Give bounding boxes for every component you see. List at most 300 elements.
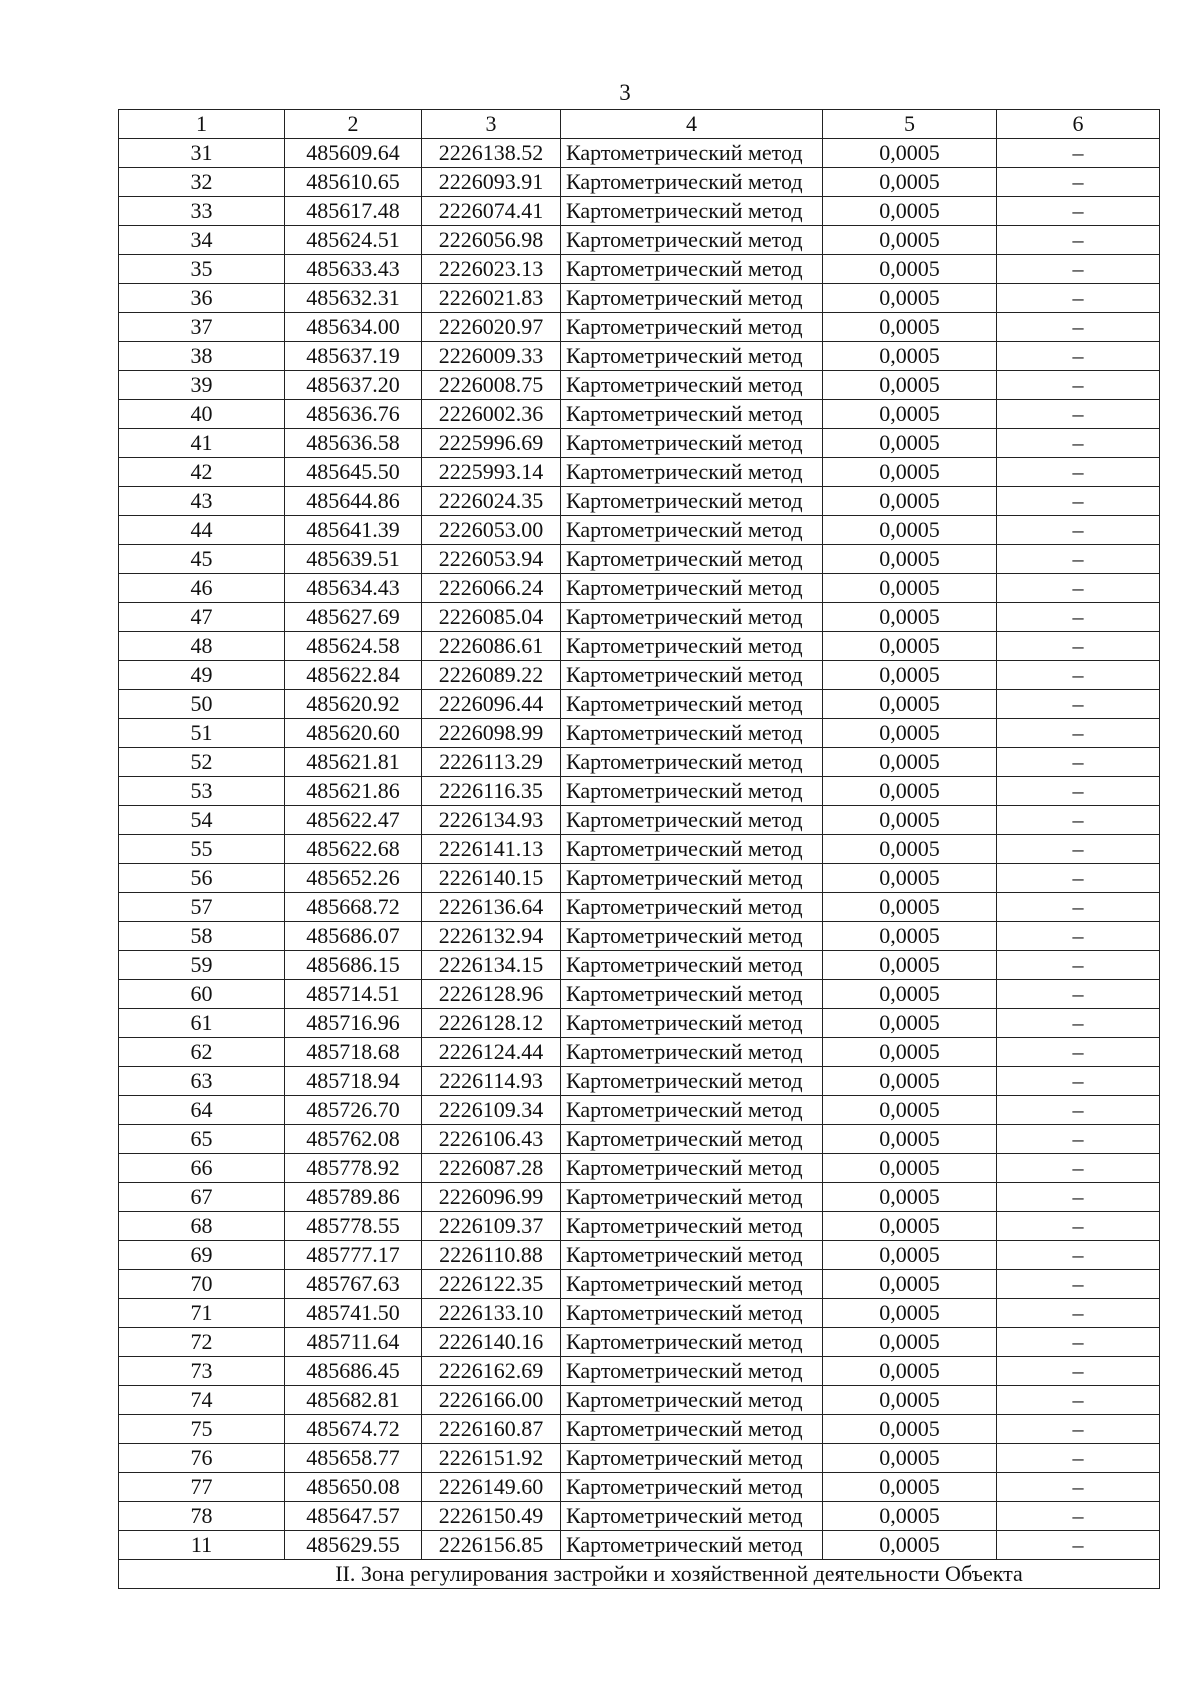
cell-coord-x: 485686.07: [285, 922, 422, 951]
table-row: [119, 1531, 1160, 1560]
section-heading: II. Зона регулирования застройки и хозяйственной деятельности Объекта: [119, 1560, 1160, 1589]
table-row: [119, 893, 1160, 922]
table-row: [119, 661, 1160, 690]
header-col-5: 5: [823, 110, 997, 139]
cell-description: –: [997, 777, 1160, 806]
cell-method: Картометрический метод: [561, 458, 823, 487]
cell-description: –: [997, 574, 1160, 603]
cell-coord-y: 2226096.99: [422, 1183, 561, 1212]
cell-description: –: [997, 400, 1160, 429]
cell-point-number: 33: [119, 197, 285, 226]
cell-coord-y: 2226110.88: [422, 1241, 561, 1270]
cell-accuracy: 0,0005: [823, 1357, 997, 1386]
cell-coord-y: 2226138.52: [422, 139, 561, 168]
cell-point-number: 69: [119, 1241, 285, 1270]
table-row: [119, 429, 1160, 458]
table-row: [119, 835, 1160, 864]
table-row: [119, 1299, 1160, 1328]
table-row: [119, 806, 1160, 835]
cell-accuracy: 0,0005: [823, 1415, 997, 1444]
cell-point-number: 50: [119, 690, 285, 719]
table-row: [119, 1038, 1160, 1067]
cell-coord-y: 2226156.85: [422, 1531, 561, 1560]
cell-description: –: [997, 719, 1160, 748]
cell-accuracy: 0,0005: [823, 458, 997, 487]
cell-point-number: 46: [119, 574, 285, 603]
table-row: [119, 342, 1160, 371]
cell-method: Картометрический метод: [561, 835, 823, 864]
table-row: [119, 1067, 1160, 1096]
cell-method: Картометрический метод: [561, 1241, 823, 1270]
cell-description: –: [997, 1328, 1160, 1357]
cell-point-number: 55: [119, 835, 285, 864]
cell-accuracy: 0,0005: [823, 197, 997, 226]
table-row: [119, 139, 1160, 168]
cell-description: –: [997, 255, 1160, 284]
table-row: [119, 545, 1160, 574]
cell-method: Картометрический метод: [561, 1212, 823, 1241]
cell-accuracy: 0,0005: [823, 429, 997, 458]
cell-accuracy: 0,0005: [823, 139, 997, 168]
cell-coord-y: 2226166.00: [422, 1386, 561, 1415]
cell-description: –: [997, 1212, 1160, 1241]
table-row: [119, 1444, 1160, 1473]
cell-coord-x: 485620.92: [285, 690, 422, 719]
cell-method: Картометрический метод: [561, 400, 823, 429]
cell-coord-y: 2226021.83: [422, 284, 561, 313]
cell-method: Картометрический метод: [561, 545, 823, 574]
cell-description: –: [997, 603, 1160, 632]
cell-coord-y: 2226124.44: [422, 1038, 561, 1067]
cell-point-number: 67: [119, 1183, 285, 1212]
cell-accuracy: 0,0005: [823, 661, 997, 690]
cell-coord-x: 485637.20: [285, 371, 422, 400]
cell-method: Картометрический метод: [561, 284, 823, 313]
cell-method: Картометрический метод: [561, 980, 823, 1009]
cell-coord-x: 485762.08: [285, 1125, 422, 1154]
header-col-2: 2: [285, 110, 422, 139]
cell-coord-y: 2226066.24: [422, 574, 561, 603]
cell-coord-x: 485686.15: [285, 951, 422, 980]
cell-accuracy: 0,0005: [823, 1096, 997, 1125]
cell-description: –: [997, 516, 1160, 545]
cell-accuracy: 0,0005: [823, 168, 997, 197]
cell-accuracy: 0,0005: [823, 545, 997, 574]
cell-description: –: [997, 458, 1160, 487]
cell-point-number: 47: [119, 603, 285, 632]
table-row: [119, 1270, 1160, 1299]
cell-coord-x: 485622.47: [285, 806, 422, 835]
cell-point-number: 58: [119, 922, 285, 951]
cell-description: –: [997, 313, 1160, 342]
cell-method: Картометрический метод: [561, 893, 823, 922]
cell-coord-y: 2226109.34: [422, 1096, 561, 1125]
cell-coord-y: 2226093.91: [422, 168, 561, 197]
cell-description: –: [997, 487, 1160, 516]
cell-accuracy: 0,0005: [823, 1299, 997, 1328]
cell-point-number: 70: [119, 1270, 285, 1299]
cell-point-number: 40: [119, 400, 285, 429]
cell-accuracy: 0,0005: [823, 748, 997, 777]
cell-coord-x: 485718.94: [285, 1067, 422, 1096]
cell-method: Картометрический метод: [561, 777, 823, 806]
cell-method: Картометрический метод: [561, 1299, 823, 1328]
cell-coord-x: 485641.39: [285, 516, 422, 545]
cell-description: –: [997, 1415, 1160, 1444]
cell-coord-y: 2226002.36: [422, 400, 561, 429]
cell-accuracy: 0,0005: [823, 1038, 997, 1067]
cell-method: Картометрический метод: [561, 661, 823, 690]
cell-description: –: [997, 893, 1160, 922]
cell-point-number: 34: [119, 226, 285, 255]
coordinates-table: [118, 109, 1160, 1589]
cell-accuracy: 0,0005: [823, 255, 997, 284]
cell-coord-y: 2226085.04: [422, 603, 561, 632]
cell-method: Картометрический метод: [561, 255, 823, 284]
cell-coord-y: 2226133.10: [422, 1299, 561, 1328]
cell-coord-y: 2226106.43: [422, 1125, 561, 1154]
table-row: [119, 690, 1160, 719]
cell-coord-y: 2226160.87: [422, 1415, 561, 1444]
cell-description: –: [997, 1502, 1160, 1531]
table-row: [119, 980, 1160, 1009]
cell-coord-x: 485634.00: [285, 313, 422, 342]
cell-coord-y: 2226056.98: [422, 226, 561, 255]
table-row: [119, 371, 1160, 400]
cell-point-number: 77: [119, 1473, 285, 1502]
cell-point-number: 61: [119, 1009, 285, 1038]
cell-method: Картометрический метод: [561, 371, 823, 400]
cell-method: Картометрический метод: [561, 139, 823, 168]
cell-accuracy: 0,0005: [823, 1328, 997, 1357]
cell-accuracy: 0,0005: [823, 1444, 997, 1473]
cell-description: –: [997, 197, 1160, 226]
cell-method: Картометрический метод: [561, 1502, 823, 1531]
cell-coord-y: 2225993.14: [422, 458, 561, 487]
cell-method: Картометрический метод: [561, 342, 823, 371]
table-row: [119, 1473, 1160, 1502]
header-col-4: 4: [561, 110, 823, 139]
cell-point-number: 65: [119, 1125, 285, 1154]
cell-coord-x: 485741.50: [285, 1299, 422, 1328]
cell-accuracy: 0,0005: [823, 516, 997, 545]
header-row: [119, 110, 1160, 139]
table-row: [119, 574, 1160, 603]
cell-accuracy: 0,0005: [823, 719, 997, 748]
cell-coord-x: 485682.81: [285, 1386, 422, 1415]
cell-coord-x: 485686.45: [285, 1357, 422, 1386]
cell-coord-y: 2226020.97: [422, 313, 561, 342]
table-row: [119, 1328, 1160, 1357]
cell-method: Картометрический метод: [561, 1357, 823, 1386]
cell-method: Картометрический метод: [561, 1415, 823, 1444]
table-row: [119, 1154, 1160, 1183]
cell-coord-y: 2226132.94: [422, 922, 561, 951]
cell-method: Картометрический метод: [561, 574, 823, 603]
cell-coord-x: 485636.76: [285, 400, 422, 429]
cell-description: –: [997, 1096, 1160, 1125]
cell-method: Картометрический метод: [561, 226, 823, 255]
cell-coord-x: 485636.58: [285, 429, 422, 458]
cell-description: –: [997, 1009, 1160, 1038]
table-row: [119, 1212, 1160, 1241]
cell-method: Картометрический метод: [561, 1386, 823, 1415]
cell-accuracy: 0,0005: [823, 1502, 997, 1531]
header-col-6: 6: [997, 110, 1160, 139]
cell-coord-x: 485621.86: [285, 777, 422, 806]
cell-accuracy: 0,0005: [823, 371, 997, 400]
cell-description: –: [997, 342, 1160, 371]
table-row: [119, 487, 1160, 516]
cell-method: Картометрический метод: [561, 429, 823, 458]
cell-accuracy: 0,0005: [823, 1386, 997, 1415]
cell-description: –: [997, 1154, 1160, 1183]
table-row: [119, 632, 1160, 661]
cell-coord-x: 485637.19: [285, 342, 422, 371]
cell-description: –: [997, 1125, 1160, 1154]
cell-point-number: 32: [119, 168, 285, 197]
cell-coord-y: 2226113.29: [422, 748, 561, 777]
table-row: [119, 458, 1160, 487]
cell-coord-y: 2226023.13: [422, 255, 561, 284]
cell-coord-y: 2226096.44: [422, 690, 561, 719]
table-row: [119, 719, 1160, 748]
header-col-1: 1: [119, 110, 285, 139]
cell-point-number: 43: [119, 487, 285, 516]
cell-description: –: [997, 1444, 1160, 1473]
cell-coord-x: 485621.81: [285, 748, 422, 777]
cell-method: Картометрический метод: [561, 748, 823, 777]
cell-point-number: 66: [119, 1154, 285, 1183]
cell-method: Картометрический метод: [561, 487, 823, 516]
cell-description: –: [997, 545, 1160, 574]
cell-description: –: [997, 284, 1160, 313]
cell-accuracy: 0,0005: [823, 342, 997, 371]
cell-coord-y: 2226128.96: [422, 980, 561, 1009]
cell-coord-x: 485644.86: [285, 487, 422, 516]
cell-point-number: 54: [119, 806, 285, 835]
table-footer: [119, 1560, 1160, 1589]
cell-coord-x: 485632.31: [285, 284, 422, 313]
cell-point-number: 41: [119, 429, 285, 458]
cell-accuracy: 0,0005: [823, 864, 997, 893]
cell-method: Картометрический метод: [561, 1473, 823, 1502]
cell-coord-x: 485624.58: [285, 632, 422, 661]
cell-coord-y: 2226098.99: [422, 719, 561, 748]
cell-description: –: [997, 1067, 1160, 1096]
cell-coord-x: 485726.70: [285, 1096, 422, 1125]
cell-method: Картометрический метод: [561, 806, 823, 835]
cell-point-number: 11: [119, 1531, 285, 1560]
cell-point-number: 72: [119, 1328, 285, 1357]
cell-point-number: 71: [119, 1299, 285, 1328]
cell-description: –: [997, 1531, 1160, 1560]
cell-point-number: 45: [119, 545, 285, 574]
table-row: [119, 951, 1160, 980]
cell-point-number: 59: [119, 951, 285, 980]
table-row: [119, 168, 1160, 197]
cell-point-number: 31: [119, 139, 285, 168]
cell-point-number: 56: [119, 864, 285, 893]
cell-accuracy: 0,0005: [823, 777, 997, 806]
table-row: [119, 516, 1160, 545]
cell-description: –: [997, 226, 1160, 255]
cell-method: Картометрический метод: [561, 1531, 823, 1560]
cell-method: Картометрический метод: [561, 690, 823, 719]
cell-point-number: 60: [119, 980, 285, 1009]
cell-accuracy: 0,0005: [823, 632, 997, 661]
cell-coord-y: 2226136.64: [422, 893, 561, 922]
table-row: [119, 1096, 1160, 1125]
cell-point-number: 38: [119, 342, 285, 371]
cell-description: –: [997, 748, 1160, 777]
cell-accuracy: 0,0005: [823, 1067, 997, 1096]
table-row: [119, 603, 1160, 632]
cell-point-number: 63: [119, 1067, 285, 1096]
header-col-3: 3: [422, 110, 561, 139]
cell-coord-x: 485674.72: [285, 1415, 422, 1444]
cell-coord-x: 485658.77: [285, 1444, 422, 1473]
cell-coord-x: 485789.86: [285, 1183, 422, 1212]
cell-point-number: 53: [119, 777, 285, 806]
table-row: [119, 1386, 1160, 1415]
cell-coord-x: 485650.08: [285, 1473, 422, 1502]
cell-point-number: 75: [119, 1415, 285, 1444]
cell-coord-x: 485617.48: [285, 197, 422, 226]
cell-coord-x: 485777.17: [285, 1241, 422, 1270]
cell-accuracy: 0,0005: [823, 284, 997, 313]
cell-description: –: [997, 980, 1160, 1009]
cell-coord-y: 2226008.75: [422, 371, 561, 400]
cell-coord-y: 2226122.35: [422, 1270, 561, 1299]
cell-method: Картометрический метод: [561, 1067, 823, 1096]
cell-coord-x: 485778.92: [285, 1154, 422, 1183]
table-row: [119, 1502, 1160, 1531]
cell-description: –: [997, 690, 1160, 719]
cell-method: Картометрический метод: [561, 603, 823, 632]
cell-description: –: [997, 806, 1160, 835]
cell-point-number: 68: [119, 1212, 285, 1241]
cell-description: –: [997, 139, 1160, 168]
cell-coord-y: 2225996.69: [422, 429, 561, 458]
cell-coord-y: 2226134.15: [422, 951, 561, 980]
cell-point-number: 52: [119, 748, 285, 777]
page-number: 3: [619, 80, 631, 105]
cell-accuracy: 0,0005: [823, 1270, 997, 1299]
cell-method: Картометрический метод: [561, 1125, 823, 1154]
cell-coord-y: 2226053.94: [422, 545, 561, 574]
cell-coord-x: 485609.64: [285, 139, 422, 168]
cell-description: –: [997, 1473, 1160, 1502]
cell-accuracy: 0,0005: [823, 313, 997, 342]
cell-method: Картометрический метод: [561, 719, 823, 748]
cell-coord-x: 485620.60: [285, 719, 422, 748]
table-row: [119, 1357, 1160, 1386]
cell-coord-y: 2226140.16: [422, 1328, 561, 1357]
cell-description: –: [997, 1386, 1160, 1415]
cell-coord-x: 485629.55: [285, 1531, 422, 1560]
cell-description: –: [997, 1270, 1160, 1299]
cell-description: –: [997, 1357, 1160, 1386]
cell-description: –: [997, 371, 1160, 400]
cell-coord-y: 2226162.69: [422, 1357, 561, 1386]
cell-accuracy: 0,0005: [823, 690, 997, 719]
table-row: [119, 255, 1160, 284]
table-row: [119, 284, 1160, 313]
cell-coord-y: 2226089.22: [422, 661, 561, 690]
cell-point-number: 62: [119, 1038, 285, 1067]
cell-point-number: 44: [119, 516, 285, 545]
table-row: [119, 1415, 1160, 1444]
cell-coord-y: 2226109.37: [422, 1212, 561, 1241]
cell-accuracy: 0,0005: [823, 1009, 997, 1038]
table-row: [119, 197, 1160, 226]
cell-accuracy: 0,0005: [823, 1154, 997, 1183]
cell-accuracy: 0,0005: [823, 1473, 997, 1502]
table-row: [119, 777, 1160, 806]
table-row: [119, 864, 1160, 893]
cell-coord-y: 2226086.61: [422, 632, 561, 661]
cell-point-number: 39: [119, 371, 285, 400]
table-row: [119, 748, 1160, 777]
cell-accuracy: 0,0005: [823, 893, 997, 922]
cell-coord-x: 485767.63: [285, 1270, 422, 1299]
cell-coord-y: 2226074.41: [422, 197, 561, 226]
cell-accuracy: 0,0005: [823, 1183, 997, 1212]
cell-coord-x: 485627.69: [285, 603, 422, 632]
table-row: [119, 313, 1160, 342]
cell-coord-y: 2226150.49: [422, 1502, 561, 1531]
cell-point-number: 36: [119, 284, 285, 313]
cell-coord-x: 485668.72: [285, 893, 422, 922]
table-row: [119, 226, 1160, 255]
cell-method: Картометрический метод: [561, 168, 823, 197]
cell-point-number: 48: [119, 632, 285, 661]
cell-point-number: 64: [119, 1096, 285, 1125]
cell-method: Картометрический метод: [561, 922, 823, 951]
cell-point-number: 37: [119, 313, 285, 342]
cell-point-number: 74: [119, 1386, 285, 1415]
cell-method: Картометрический метод: [561, 1444, 823, 1473]
cell-accuracy: 0,0005: [823, 1531, 997, 1560]
cell-point-number: 78: [119, 1502, 285, 1531]
cell-method: Картометрический метод: [561, 516, 823, 545]
cell-accuracy: 0,0005: [823, 400, 997, 429]
cell-coord-x: 485633.43: [285, 255, 422, 284]
table-header: [119, 110, 1160, 139]
table-body: [119, 139, 1160, 1560]
cell-accuracy: 0,0005: [823, 951, 997, 980]
cell-method: Картометрический метод: [561, 1096, 823, 1125]
cell-accuracy: 0,0005: [823, 603, 997, 632]
cell-method: Картометрический метод: [561, 1328, 823, 1357]
cell-coord-x: 485645.50: [285, 458, 422, 487]
cell-point-number: 51: [119, 719, 285, 748]
cell-coord-y: 2226140.15: [422, 864, 561, 893]
cell-description: –: [997, 632, 1160, 661]
cell-coord-x: 485711.64: [285, 1328, 422, 1357]
cell-point-number: 76: [119, 1444, 285, 1473]
cell-coord-x: 485639.51: [285, 545, 422, 574]
cell-description: –: [997, 1038, 1160, 1067]
cell-method: Картометрический метод: [561, 951, 823, 980]
cell-coord-x: 485647.57: [285, 1502, 422, 1531]
cell-accuracy: 0,0005: [823, 574, 997, 603]
cell-method: Картометрический метод: [561, 864, 823, 893]
cell-accuracy: 0,0005: [823, 922, 997, 951]
cell-method: Картометрический метод: [561, 1038, 823, 1067]
cell-coord-y: 2226141.13: [422, 835, 561, 864]
